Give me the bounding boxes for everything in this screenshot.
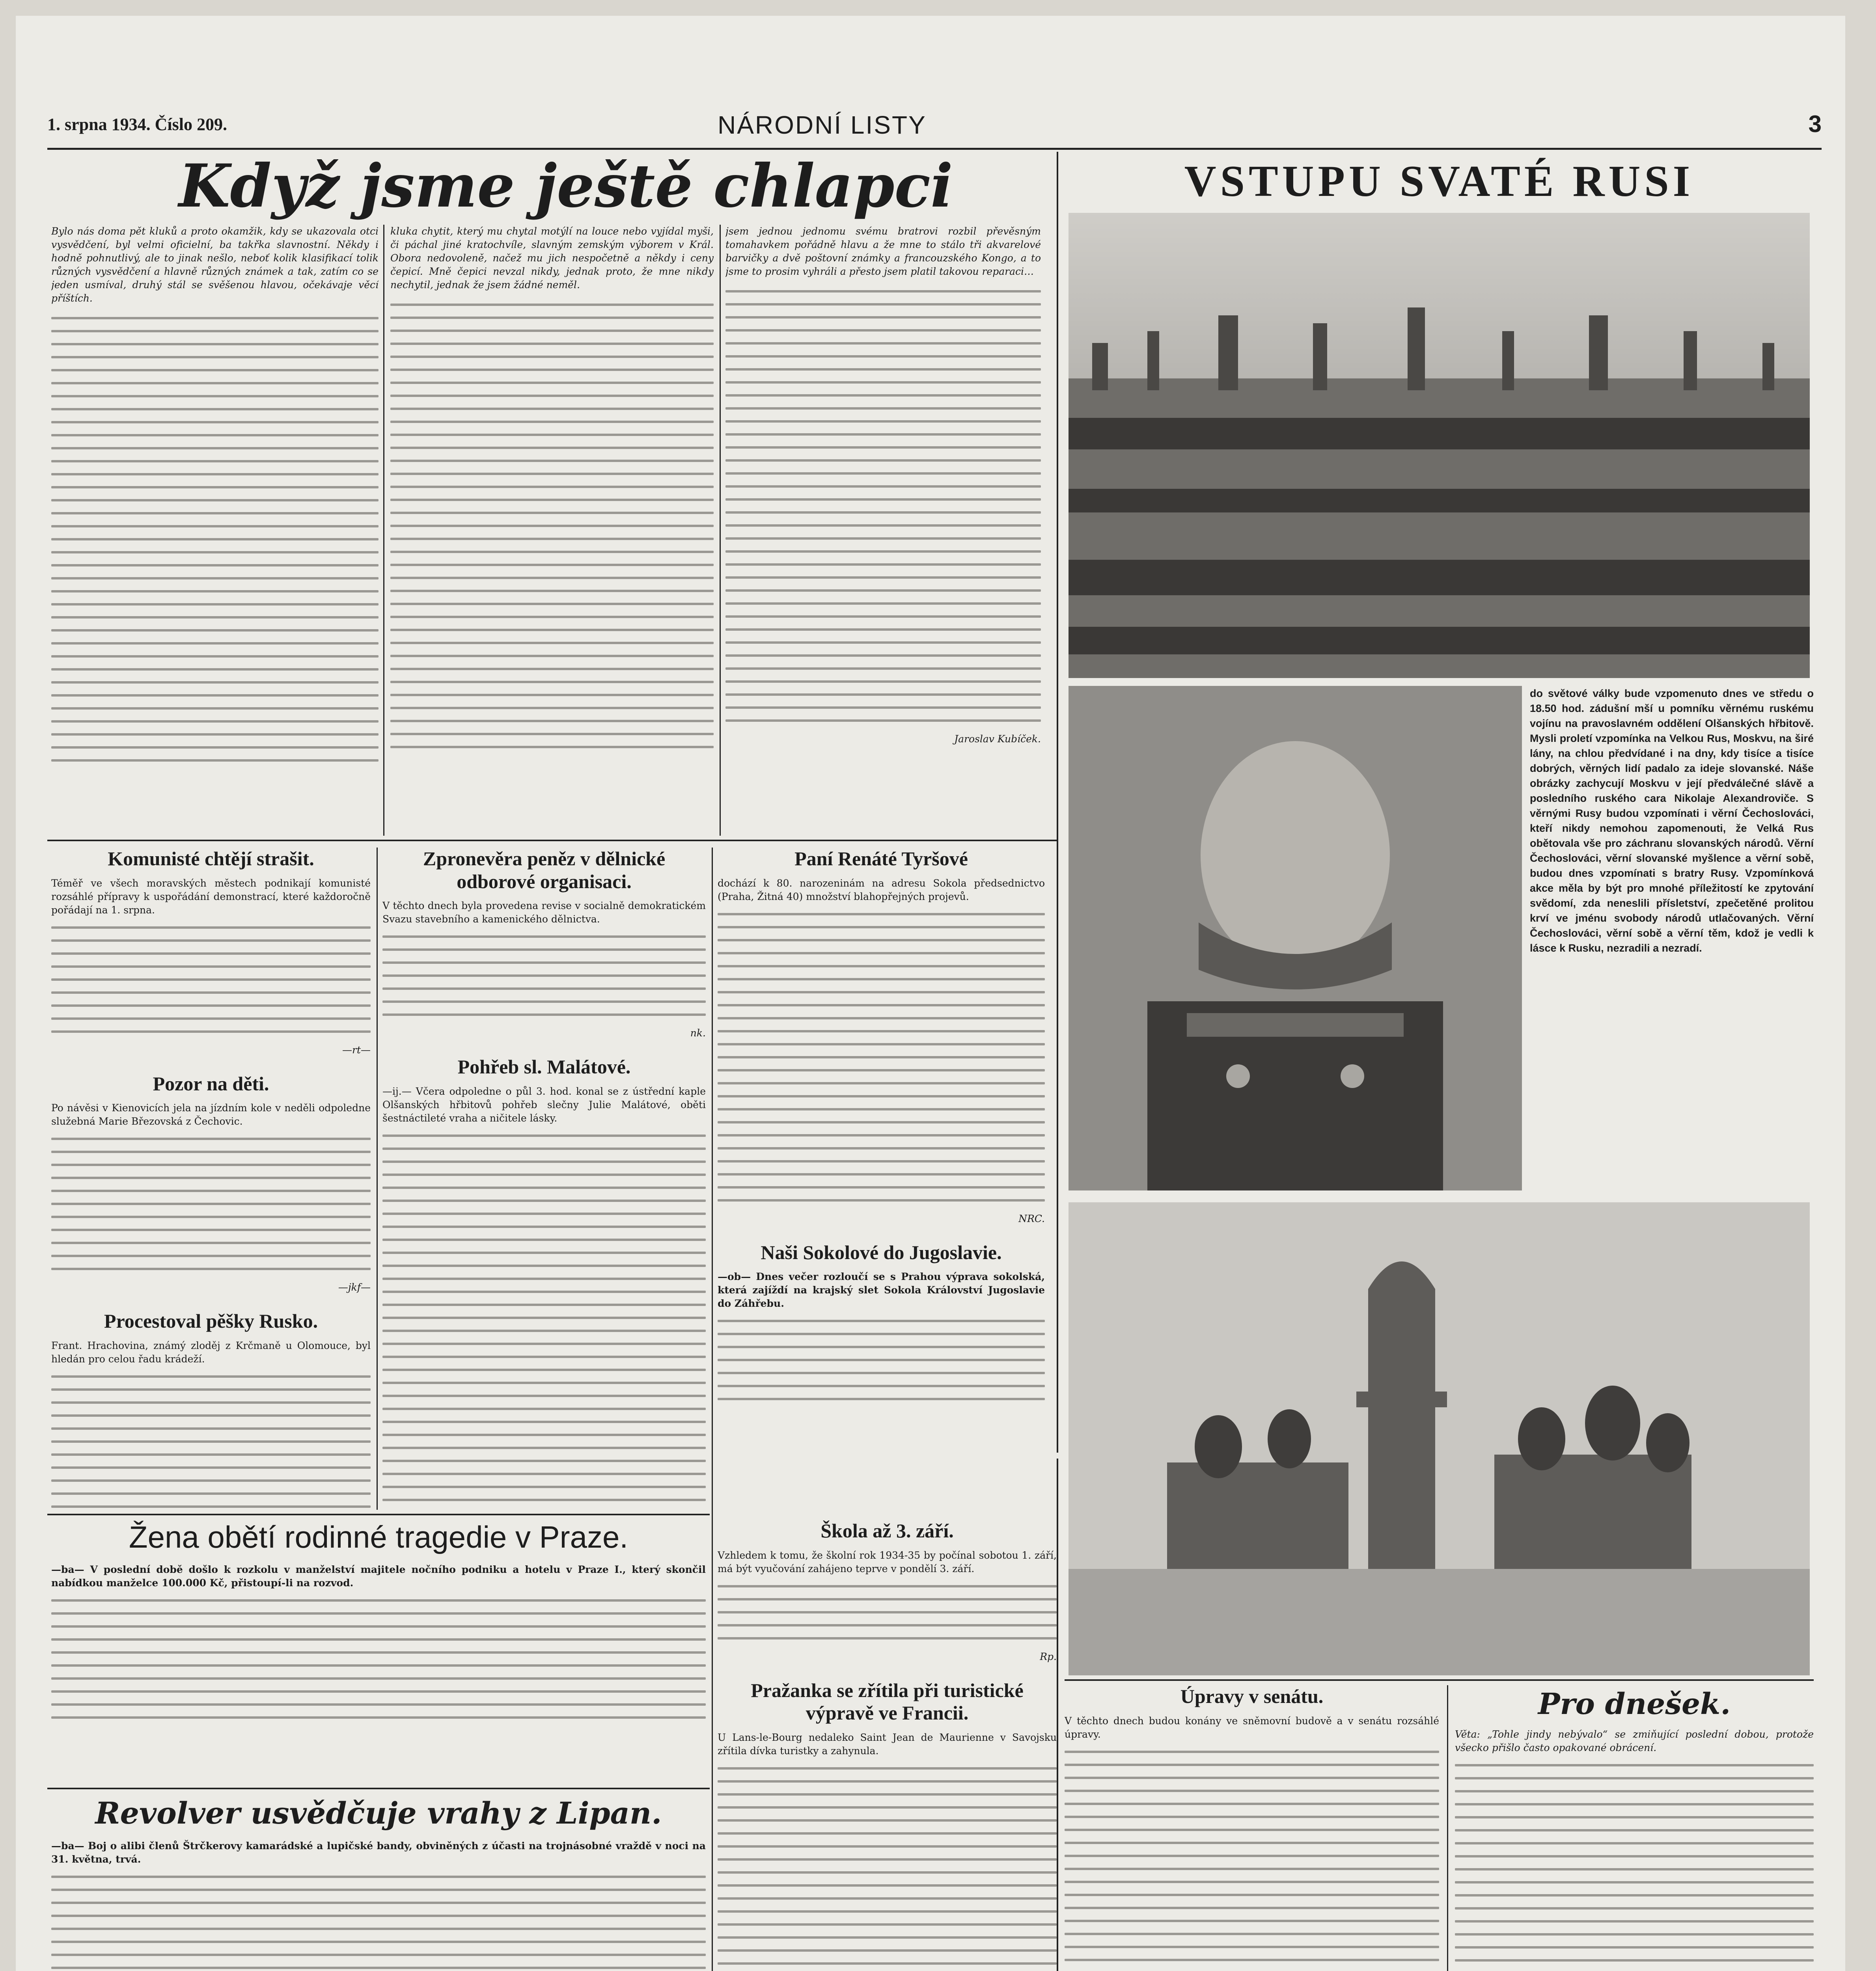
middle-column [382, 848, 706, 1510]
komuniste-signature: —rt— [342, 1044, 371, 1056]
tsar-portrait-photo [1069, 686, 1522, 1190]
revolver-title: Revolver usvědčuje vrahy z Lipan. [95, 1796, 662, 1831]
zena-text: —ba— V poslední době došlo k rozkolu v manželství majitele nočního podniku a hotelu v Praze I., který skončil nabídkou manželce 100.000 Kč, přistoupí-li na rozvod. [51, 1563, 706, 1589]
section-rule [47, 840, 1057, 841]
feature-column-1-body [51, 317, 379, 762]
kremlin-photo [1069, 1202, 1810, 1675]
procestoval-text: Frant. Hrachovina, známý zloděj z Krčmaně u Olomouce, byl hledán pro celou řadu krádeží. [51, 1339, 371, 1365]
pozor-signature: —jkf— [338, 1282, 371, 1293]
tyrsova-signature: NRC. [1018, 1213, 1045, 1224]
pohreb-title: Pohřeb sl. Malátové. [457, 1056, 631, 1078]
header-rule [47, 148, 1822, 150]
newspaper-page [16, 16, 1845, 1971]
komuniste-title: Komunisté chtějí strašit. [108, 848, 314, 870]
revolver-article [51, 1794, 706, 1971]
sokolove-body [718, 1320, 1045, 1400]
right-middle-column [718, 848, 1045, 1510]
feature-column-1 [51, 225, 379, 836]
feature-signature: Jaroslav Kubíček. [954, 733, 1041, 745]
upravy-title: Úpravy v senátu. [1180, 1685, 1324, 1707]
pro-dnesek-body [1455, 1764, 1814, 1971]
skola-signature: Rp. [1040, 1651, 1057, 1662]
upravy-text: V těchto dnech budou konány ve sněmovní budově a v senátu rozsáhlé úpravy. [1065, 1715, 1439, 1740]
pohreb-body [382, 1135, 706, 1510]
zena-title: Žena obětí rodinné tragedie v Praze. [129, 1520, 628, 1554]
section-rule [47, 1788, 710, 1789]
right-bottom-column [1455, 1685, 1814, 1971]
revolver-text: —ba— Boj o alibi členů Štrčkerovy kamarádské a lupičské bandy, obviněných z účasti na trojnásobné vraždě v noci na 31. května, trvá. [51, 1840, 706, 1865]
prazanka-text: U Lans-le-Bourg nedaleko Saint Jean de Maurienne v Savojsku zřítila dívka turistky a zahynula. [718, 1731, 1057, 1757]
komuniste-body [51, 926, 371, 1033]
prazanka-title: Pražanka se zřítila při turistické výpravě ve Francii. [751, 1679, 1024, 1724]
feature-column-3-text: jsem jednou jednomu svému bratrovi rozbil převěsným tomahavkem pořádně hlavu a že mne to stálo tři akvarelové barvičky a dvě poštovní známky a francouzského Kongo, a to jsme to prosim vyhráli a přesto jsem platil takovou reparaci… [725, 225, 1041, 277]
revolver-body [51, 1876, 706, 1971]
komuniste-article [51, 848, 371, 1510]
sokolove-text: —ob— Dnes večer rozloučí se s Prahou výprava sokolská, která zajíždí na krajský slet Sokola Království Jugoslavie do Záhřebu. [718, 1271, 1045, 1309]
moscow-panorama-photo [1069, 213, 1810, 678]
komuniste-text: Téměř ve všech moravských městech podnikají komunisté rozsáhlé přípravy k uspořádání demonstrací, které každoročně pořádají na 1. srpna. [51, 877, 371, 916]
newspaper-title: NÁRODNÍ LISTY [718, 111, 927, 139]
zena-article [51, 1520, 706, 1784]
column-separator [1447, 1685, 1448, 1971]
prazanka-body [718, 1767, 1057, 1971]
pozor-text: Po návěsi v Kienovicích jela na jízdním kole v neděli odpoledne služebná Marie Březovská z Čechovic. [51, 1102, 371, 1127]
feature-column-1-text: Bylo nás doma pět kluků a proto okamžik, kdy se ukazovala otci vysvědčení, byl velmi oficielní, ba takřka slavnostní. Někdy i hodně pohnutlivý, ale to jinak nešlo, neboť kolik klasifikací tolik různých vysvědčení a hlavně různých známek a tak, zatím co se jeden usmíval, druhý stál se svěšenou hlavou, očekávaje věcí příštích. [51, 225, 379, 304]
sokolove-title: Naši Sokolové do Jugoslavie. [761, 1241, 1002, 1263]
column-separator [712, 848, 713, 1971]
pozor-title: Pozor na děti. [153, 1072, 269, 1095]
tyrsova-text: dochází k 80. narozeninám na adresu Sokola předsednictvo (Praha, Žitná 40) množství blahopřejných projevů. [718, 877, 1045, 902]
column-separator [383, 225, 384, 836]
russia-headline: VSTUPU SVATÉ RUSI [1184, 157, 1694, 206]
zpronevera-text: V těchto dnech byla provedena revise v socialně demokratickém Svazu stavebního a kamenického dělnictva. [382, 900, 706, 925]
pozor-body [51, 1138, 371, 1270]
feature-column-2-text: kluka chytit, který mu chytal motýlí na louce nebo vyjídal myši, či páchal jiné kratochvíle, slavným zemským výborem v Král. Obora nedovoleně, načež mu jich nespočetně a někdy i ceny čepicí. Mně čepici nevzal nikdy, jednak proto, že mne nikdy nechytil, jednak že jsem žádné neměl. [390, 225, 714, 291]
feature-column-3-body [725, 290, 1041, 722]
skola-title: Škola až 3. září. [821, 1520, 954, 1542]
procestoval-body [51, 1375, 371, 1510]
feature-column-2-body [390, 304, 714, 748]
russia-caption: do světové války bude vzpomenuto dnes ve středu o 18.50 hod. zádušní mší u pomníku věrnému ruskému vojínu na pravoslavném oddělení Olšanských hřbitově. Mysli proletí vzpomínka na Velkou Rus, Moskvu, na širé lány, na chlou předvídané i na dny, kdy tisíce a tisíce dobrých, věrných lidí padalo za ideje slovanské. Náše obrázky zachycují Moskvu v její předválečné slávě a posledního ruského cara Nikolaje Alexandroviče. S věrnými Rusy budou vzpomínati i věrní Čechoslováci, kteří nikdy nemohou zapomenouti, že Velká Rus obětovala vše pro záchranu slovanských národů. Věrní Čechoslováci, věrní slovanské myšlence a věrní sobě, budou dnes vzpomínati s bratry Rusy. Vzpomínková akce měla by být pro mnohé příležitostí ke zpytování svědomí, zda neneslili přísletství, zpečetěné prolitou krví ve jménu svobody národů utlačovaných. Věrní Čechoslováci, věrní sobě a věrní těm, kdož je vedli k lásce k Rusku, nezradili a nezradí. [1530, 687, 1814, 954]
procestoval-title: Procestoval pěšky Rusko. [104, 1310, 318, 1332]
zena-body [51, 1599, 706, 1719]
feature-headline: Když jsme ještě chlapci [179, 152, 953, 221]
tyrsova-body [718, 913, 1045, 1202]
column-separator [377, 848, 378, 1510]
pro-dnesek-title: Pro dnešek. [1538, 1687, 1731, 1721]
issue-date: 1. srpna 1934. Číslo 209. [47, 115, 227, 134]
page-header [47, 110, 1822, 146]
zpronevera-signature: nk. [690, 1027, 706, 1039]
news-column [718, 1520, 1057, 1971]
skola-body [718, 1585, 1057, 1639]
column-separator [1057, 152, 1058, 1453]
upravy-column [1065, 1685, 1439, 1971]
pro-dnesek-text: Věta: „Tohle jindy nebývalo“ se zmiňující poslední dobou, protože všecko přišlo často opakované obrácení. [1455, 1729, 1814, 1753]
tyrsova-title: Paní Renáté Tyršové [794, 848, 968, 870]
section-rule [1065, 1679, 1814, 1681]
feature-column-3 [725, 225, 1041, 836]
upravy-body [1065, 1751, 1439, 1971]
skola-text: Vzhledem k tomu, že školní rok 1934-35 by počínal sobotou 1. září, má být vyučování zahájeno teprve v pondělí 3. září. [718, 1549, 1057, 1574]
column-separator [720, 225, 721, 836]
zpronevera-title: Zpronevěra peněz v dělnické odborové organisaci. [423, 848, 666, 892]
section-rule [47, 1514, 710, 1515]
page-number: 3 [1808, 111, 1822, 137]
pohreb-text: —ij.— Včera odpoledne o půl 3. hod. konal se z ústřední kaple Olšanských hřbitovů pohřeb slečny Julie Malátové, oběti šestnáctileté vraha a ničitele lásky. [382, 1085, 706, 1124]
feature-column-2 [390, 225, 714, 836]
zpronevera-body [382, 935, 706, 1016]
column-separator [1057, 1459, 1058, 1971]
